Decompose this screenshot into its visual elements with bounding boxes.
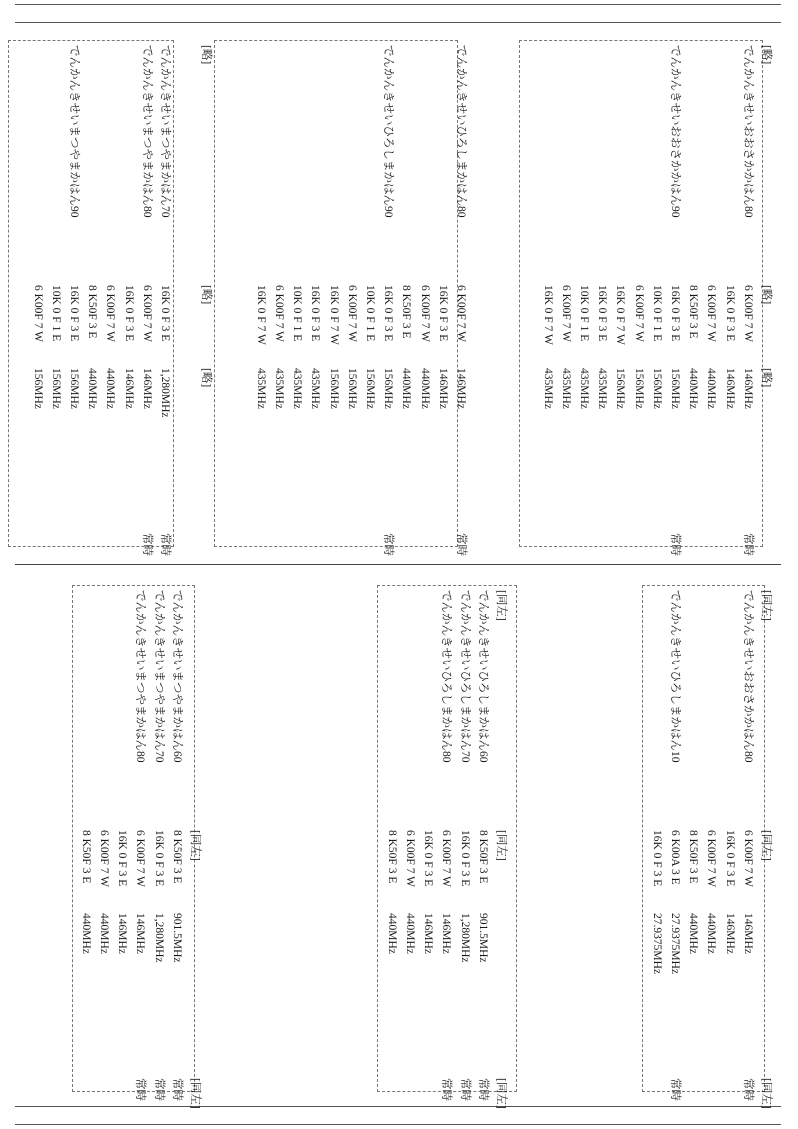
emission-class: 16K 0 F 3 E <box>723 830 736 887</box>
emission-class: 8 K50F 3 E <box>687 285 700 339</box>
frequency: 440MHz <box>705 368 718 409</box>
station-name: でんかんきせいおおさかかはん80 <box>741 590 754 763</box>
station-name: でんかんきせいまつやまかはん70 <box>159 45 171 218</box>
operation-mode: 常時 <box>476 1078 489 1101</box>
header-emis: [略] <box>760 285 772 305</box>
frequency: 440MHz <box>86 368 99 409</box>
station-name: でんかんきせいひろしまかはん80 <box>440 590 453 763</box>
frequency: 435MHz <box>541 368 554 409</box>
frequency: 156MHz <box>632 368 645 409</box>
emission-class: 6 K00F 7 W <box>455 285 467 342</box>
frequency: 146MHz <box>422 913 435 954</box>
frequency: 440MHz <box>79 913 92 954</box>
station-name: でんかんきせいまつやまかはん60 <box>170 590 183 763</box>
emission-class: 8 K50F 3 E <box>385 830 398 884</box>
emission-class: 6 K00A 3 E <box>669 830 681 885</box>
frequency: 1,280MHz <box>458 913 471 963</box>
emission-class: 10K 0 F 1 E <box>578 285 590 342</box>
emission-class: 16K 0 F 3 E <box>596 285 609 342</box>
header-mode: [同左] <box>495 1078 507 1109</box>
emission-class: 6 K00F 7 W <box>418 285 431 342</box>
emission-class: 8 K50F 3 E <box>400 285 413 339</box>
emission-class: 8 K50F 3 E <box>687 830 700 884</box>
frequency: 156MHz <box>49 368 62 409</box>
emission-class: 16K 0 F 3 E <box>122 285 135 342</box>
frequency: 146MHz <box>122 368 135 409</box>
emission-class: 8 K50F 3 E <box>86 285 99 339</box>
operation-mode: 常時 <box>669 1078 681 1101</box>
emission-class: 6 K00F 7 W <box>705 285 718 342</box>
emission-class: 6 K00F 7 W <box>140 285 153 342</box>
station-name: でんかんきせいおおさかかはん90 <box>669 45 681 218</box>
emission-class: 16K 0 F 7 W <box>254 285 267 345</box>
frequency: 440MHz <box>385 913 398 954</box>
station-name: でんかんきせいひろしまかはん80 <box>455 45 467 218</box>
emission-class: 16K 0 F 3 E <box>68 285 80 342</box>
frequency: 146MHz <box>723 913 736 954</box>
emission-class: 10K 0 F 1 E <box>49 285 62 342</box>
station-name: でんかんきせいひろしまかはん60 <box>476 590 489 763</box>
frequency: 440MHz <box>404 913 416 954</box>
emission-class: 16K 0 F 7 W <box>327 285 340 345</box>
frequency: 440MHz <box>104 368 117 409</box>
frequency: 440MHz <box>705 913 718 954</box>
frequency: 440MHz <box>400 368 413 409</box>
emission-class: 10K 0 F 1 E <box>650 285 663 342</box>
frequency: 156MHz <box>669 368 681 409</box>
emission-class: 6 K00F 7 W <box>345 285 358 342</box>
frequency: 146MHz <box>455 368 467 409</box>
frequency: 156MHz <box>345 368 358 409</box>
emission-class: 8 K50F 3 E <box>476 830 489 884</box>
operation-mode: 常時 <box>170 1078 183 1101</box>
station-name: でんかんきせいまつやまかはん80 <box>140 45 153 218</box>
emission-class: 8 K50F 3 E <box>170 830 183 884</box>
header-name: [略] <box>760 45 772 65</box>
frequency: 146MHz <box>436 368 449 409</box>
emission-class: 6 K00F 7 W <box>98 830 110 887</box>
frequency: 1,280MHz <box>159 368 171 418</box>
operation-mode: 常時 <box>741 533 754 556</box>
emission-class: 6 K00F 7 W <box>273 285 285 342</box>
frequency: 1,280MHz <box>152 913 165 963</box>
emission-class: 16K 0 F 3 E <box>159 285 171 342</box>
emission-class: 16K 0 F 3 E <box>116 830 129 887</box>
frequency: 156MHz <box>650 368 663 409</box>
station-name: でんかんきせいまつやまかはん90 <box>68 45 80 218</box>
emission-class: 16K 0 F 3 E <box>382 285 395 342</box>
frequency: 146MHz <box>116 913 129 954</box>
frequency: 901.5MHz <box>476 913 489 963</box>
station-name: でんかんきせいまつやまかはん80 <box>134 590 147 763</box>
frequency: 435MHz <box>291 368 304 409</box>
bottom-rule-1 <box>15 1106 781 1107</box>
top-rule-1 <box>15 4 781 5</box>
station-name: でんかんきせいまつやまかはん70 <box>152 590 165 763</box>
header-name: [略] <box>200 45 212 65</box>
frequency: 440MHz <box>687 913 700 954</box>
emission-class: 10K 0 F 1 E <box>364 285 376 342</box>
operation-mode: 常時 <box>741 1078 754 1101</box>
frequency: 440MHz <box>98 913 110 954</box>
emission-class: 6 K00F 7 W <box>559 285 572 342</box>
header-freq: [略] <box>200 368 212 388</box>
header-emis: [同左] <box>495 830 507 861</box>
operation-mode: 常時 <box>455 533 467 556</box>
header-mode: [同左] <box>189 1078 201 1109</box>
emission-class: 16K 0 F 3 E <box>422 830 435 887</box>
operation-mode: 常時 <box>140 533 153 556</box>
frequency: 435MHz <box>578 368 590 409</box>
emission-class: 6 K00F 7 W <box>104 285 117 342</box>
emission-class: 16K 0 F 3 E <box>723 285 736 342</box>
operation-mode: 常時 <box>134 1078 147 1101</box>
emission-class: 16K 0 F 3 E <box>152 830 165 887</box>
emission-class: 6 K00F 7 W <box>440 830 453 887</box>
frequency: 901.5MHz <box>170 913 183 963</box>
frequency: 146MHz <box>140 368 153 409</box>
emission-class: 10K 0 F 1 E <box>291 285 304 342</box>
station-name: でんかんきせいおおさかかはん80 <box>741 45 754 218</box>
operation-mode: 常時 <box>159 533 171 556</box>
emission-class: 6 K00F 7 W <box>31 285 44 342</box>
emission-class: 6 K00F 7 W <box>404 830 416 887</box>
frequency: 435MHz <box>273 368 285 409</box>
header-name: [同左] <box>495 590 507 621</box>
header-name: [同左] <box>760 590 772 621</box>
frequency: 27.9375MHz <box>650 913 663 975</box>
emission-class: 16K 0 F 7 W <box>614 285 627 345</box>
frequency: 146MHz <box>741 368 754 409</box>
frequency: 156MHz <box>614 368 627 409</box>
frequency: 146MHz <box>723 368 736 409</box>
operation-mode: 常時 <box>152 1078 165 1101</box>
emission-class: 6 K00F 7 W <box>705 830 718 887</box>
emission-class: 6 K00F 7 W <box>632 285 645 342</box>
header-emis: [同左] <box>760 830 772 861</box>
frequency: 27.9375MHz <box>669 913 681 975</box>
emission-class: 6 K00F 7 W <box>741 830 754 887</box>
emission-class: 6 K00F 7 W <box>134 830 147 887</box>
operation-mode: 常時 <box>669 533 681 556</box>
frequency: 435MHz <box>596 368 609 409</box>
emission-class: 16K 0 F 3 E <box>458 830 471 887</box>
frequency: 156MHz <box>364 368 376 409</box>
emission-class: 16K 0 F 3 E <box>650 830 663 887</box>
bottom-rule-2 <box>15 1124 781 1125</box>
header-mode: [同左] <box>760 1078 772 1109</box>
frequency: 156MHz <box>327 368 340 409</box>
emission-class: 6 K00F 7 W <box>741 285 754 342</box>
frequency: 435MHz <box>254 368 267 409</box>
frequency: 146MHz <box>440 913 453 954</box>
emission-class: 8 K50F 3 E <box>79 830 92 884</box>
header-emis: [略] <box>200 285 212 305</box>
frequency: 156MHz <box>31 368 44 409</box>
frequency: 435MHz <box>559 368 572 409</box>
top-rule-2 <box>15 22 781 23</box>
frequency: 156MHz <box>68 368 80 409</box>
station-name: でんかんきせいひろしまかはん70 <box>458 590 471 763</box>
frequency: 156MHz <box>382 368 395 409</box>
frequency: 146MHz <box>741 913 754 954</box>
header-emis: [同左] <box>189 830 201 861</box>
operation-mode: 常時 <box>440 1078 453 1101</box>
emission-class: 16K 0 F 3 E <box>669 285 681 342</box>
station-name: でんかんきせいひろしまかはん90 <box>382 45 395 218</box>
header-freq: [略] <box>760 368 772 388</box>
emission-class: 16K 0 F 7 W <box>541 285 554 345</box>
frequency: 146MHz <box>134 913 147 954</box>
operation-mode: 常時 <box>458 1078 471 1101</box>
frequency: 440MHz <box>687 368 700 409</box>
emission-class: 16K 0 F 3 E <box>309 285 322 342</box>
station-name: でんかんきせいひろしまかはん10 <box>669 590 681 763</box>
section-divider <box>15 564 781 565</box>
frequency: 435MHz <box>309 368 322 409</box>
emission-class: 16K 0 F 3 E <box>436 285 449 342</box>
frequency: 440MHz <box>418 368 431 409</box>
operation-mode: 常時 <box>382 533 395 556</box>
